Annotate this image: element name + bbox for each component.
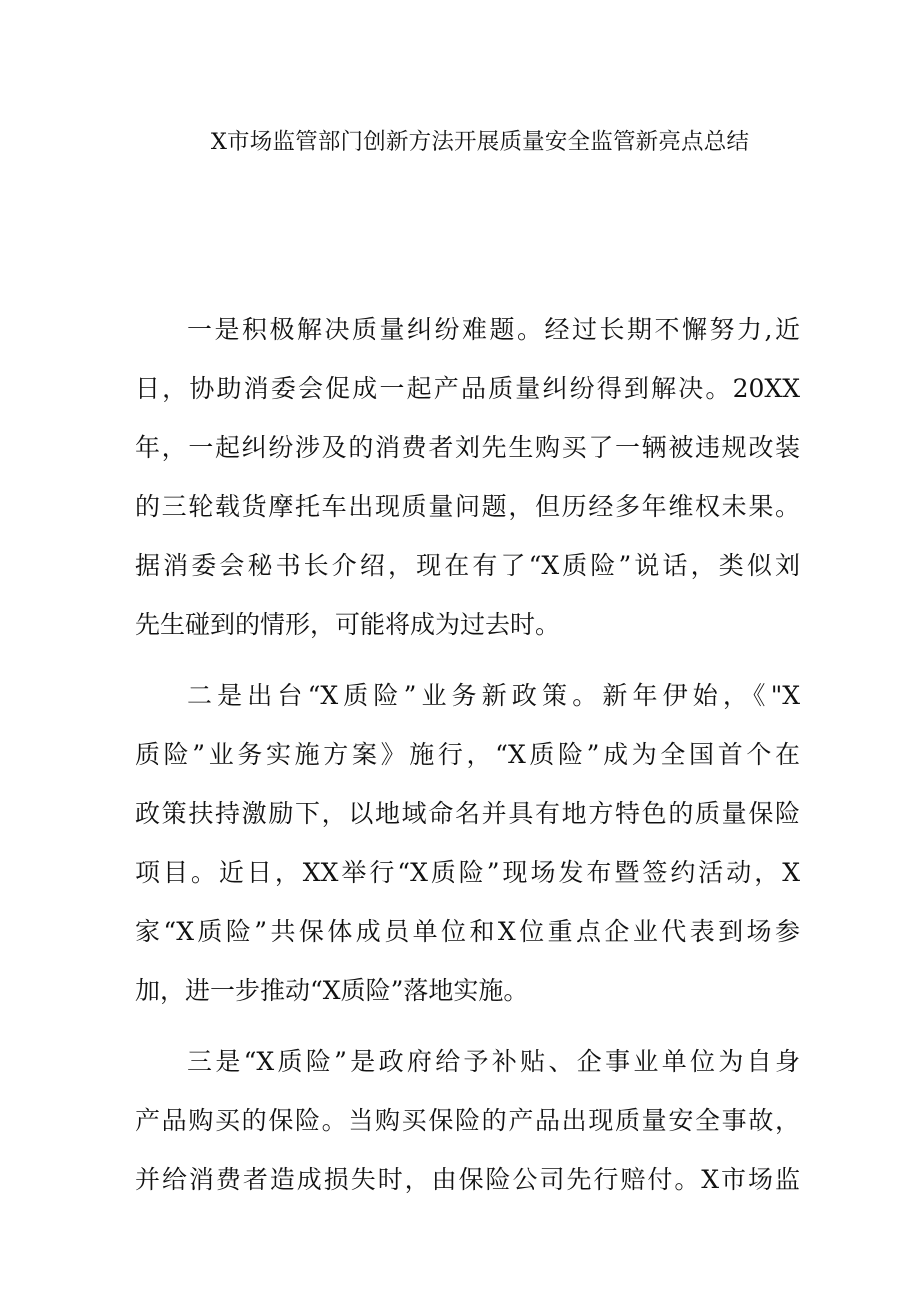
paragraph-line: 质险”业务实施方案》施行，“X质险”成为全国首个在 bbox=[135, 740, 800, 769]
paragraph-line: 日，协助消委会促成一起产品质量纠纷得到解决。20XX bbox=[135, 374, 800, 403]
paragraph-line: 一是积极解决质量纠纷难题。经过长期不懈努力,近 bbox=[187, 315, 800, 344]
document-body bbox=[135, 300, 800, 1209]
paragraph-2 bbox=[135, 666, 800, 1020]
paragraph-1 bbox=[135, 300, 800, 654]
paragraph-line: 先生碰到的情形，可能将成为过去时。 bbox=[135, 610, 561, 639]
paragraph-line: 三是“X质险”是政府给予补贴、企事业单位为自身 bbox=[187, 1047, 800, 1076]
paragraph-line: 年，一起纠纷涉及的消费者刘先生购买了一辆被违规改装 bbox=[135, 433, 800, 462]
paragraph-line: 家“X质险”共保体成员单位和X位重点企业代表到场参 bbox=[135, 917, 800, 946]
paragraph-line: 产品购买的保险。当购买保险的产品出现质量安全事故， bbox=[135, 1106, 800, 1135]
paragraph-line: 二是出台“X质险”业务新政策。新年伊始，《"X bbox=[187, 681, 800, 710]
paragraph-line: 并给消费者造成损失时，由保险公司先行赔付。X市场监 bbox=[135, 1165, 800, 1194]
paragraph-3 bbox=[135, 1032, 800, 1209]
paragraph-line: 加，进一步推动“X质险”落地实施。 bbox=[135, 976, 529, 1005]
document-title: X市场监管部门创新方法开展质量安全监管新亮点总结 bbox=[210, 129, 750, 155]
paragraph-line: 政策扶持激励下，以地域命名并具有地方特色的质量保险 bbox=[135, 799, 800, 828]
paragraph-line: 据消委会秘书长介绍，现在有了“X质险”说话，类似刘 bbox=[135, 551, 800, 580]
paragraph-line: 项目。近日，XX举行“X质险”现场发布暨签约活动，X bbox=[135, 858, 800, 887]
paragraph-line: 的三轮载货摩托车出现质量问题，但历经多年维权未果。 bbox=[135, 492, 800, 521]
